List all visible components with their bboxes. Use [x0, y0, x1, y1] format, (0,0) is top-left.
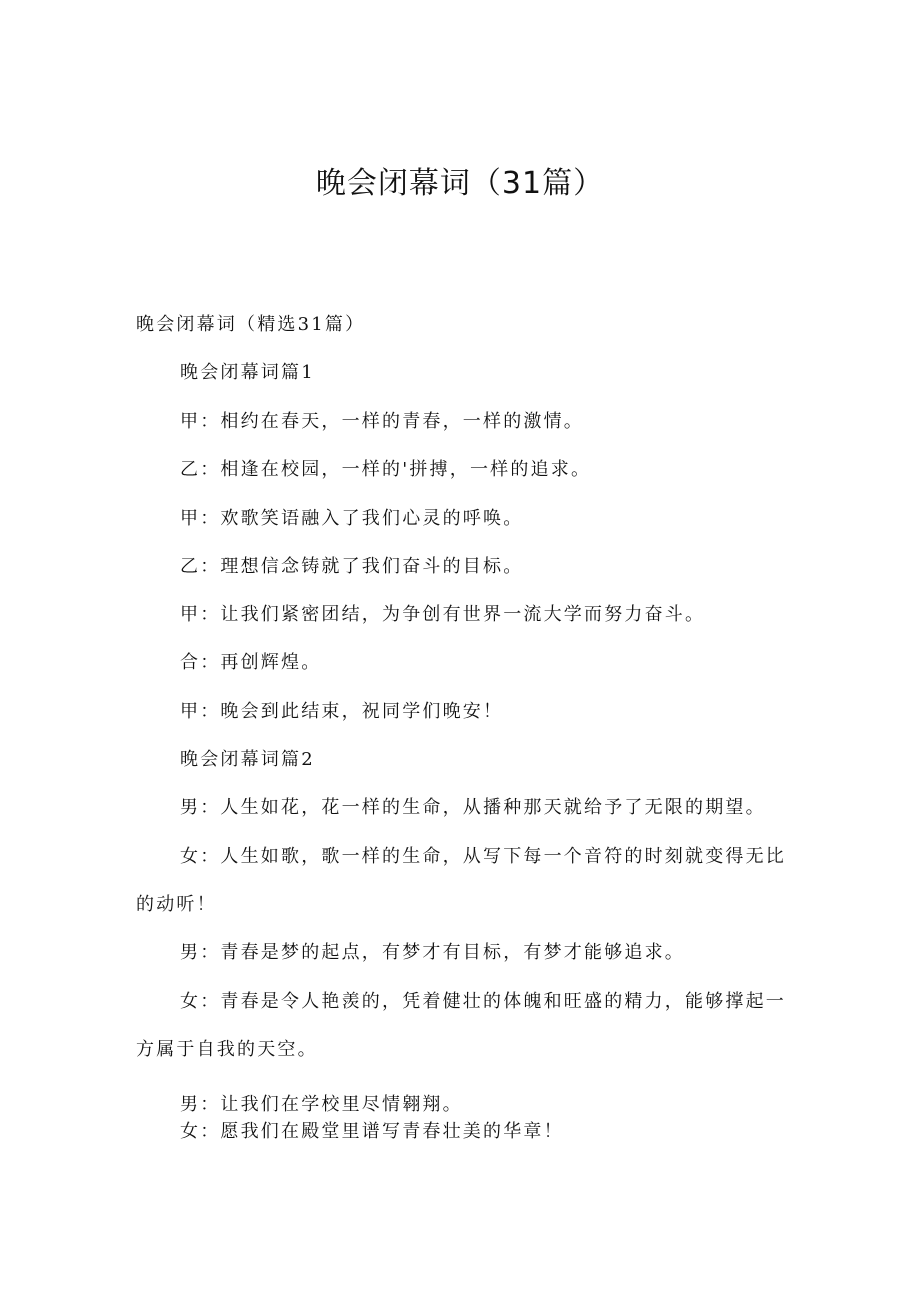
- dialogue-line: 合：再创辉煌。: [180, 652, 322, 673]
- dialogue-line: 甲：晚会到此结束，祝同学们晚安！: [180, 701, 504, 722]
- document-title: 晚会闭幕词（31篇）: [315, 166, 605, 201]
- dialogue-line: 甲：让我们紧密团结，为争创有世界一流大学而努力奋斗。: [180, 604, 706, 625]
- dialogue-line: 乙：相逢在校园，一样的'拼搏，一样的追求。: [180, 459, 592, 480]
- dialogue-line: 男：青春是梦的起点，有梦才有目标，有梦才能够追求。: [180, 942, 685, 963]
- dialogue-line-continuation: 方属于自我的天空。: [136, 1039, 318, 1060]
- section-heading-2: 晚会闭幕词篇2: [180, 749, 315, 770]
- dialogue-line-continuation: 的动听！: [136, 894, 217, 915]
- dialogue-line: 乙：理想信念铸就了我们奋斗的目标。: [180, 556, 524, 577]
- dialogue-line: 女：青春是令人艳羡的，凭着健壮的体魄和旺盛的精力，能够撑起一: [180, 991, 786, 1012]
- dialogue-line: 男：让我们在学校里尽情翱翔。: [180, 1094, 463, 1115]
- document-subtitle: 晚会闭幕词（精选31篇）: [136, 314, 366, 335]
- dialogue-line: 女：愿我们在殿堂里谱写青春壮美的华章！: [180, 1121, 564, 1142]
- dialogue-line: 女：人生如歌，歌一样的生命，从写下每一个音符的时刻就变得无比: [180, 846, 786, 867]
- dialogue-line: 甲：欢歌笑语融入了我们心灵的呼唤。: [180, 508, 524, 529]
- section-heading-1: 晚会闭幕词篇1: [180, 362, 315, 383]
- dialogue-line: 甲：相约在春天，一样的青春，一样的激情。: [180, 411, 584, 432]
- dialogue-line: 男：人生如花，花一样的生命，从播种那天就给予了无限的期望。: [180, 797, 766, 818]
